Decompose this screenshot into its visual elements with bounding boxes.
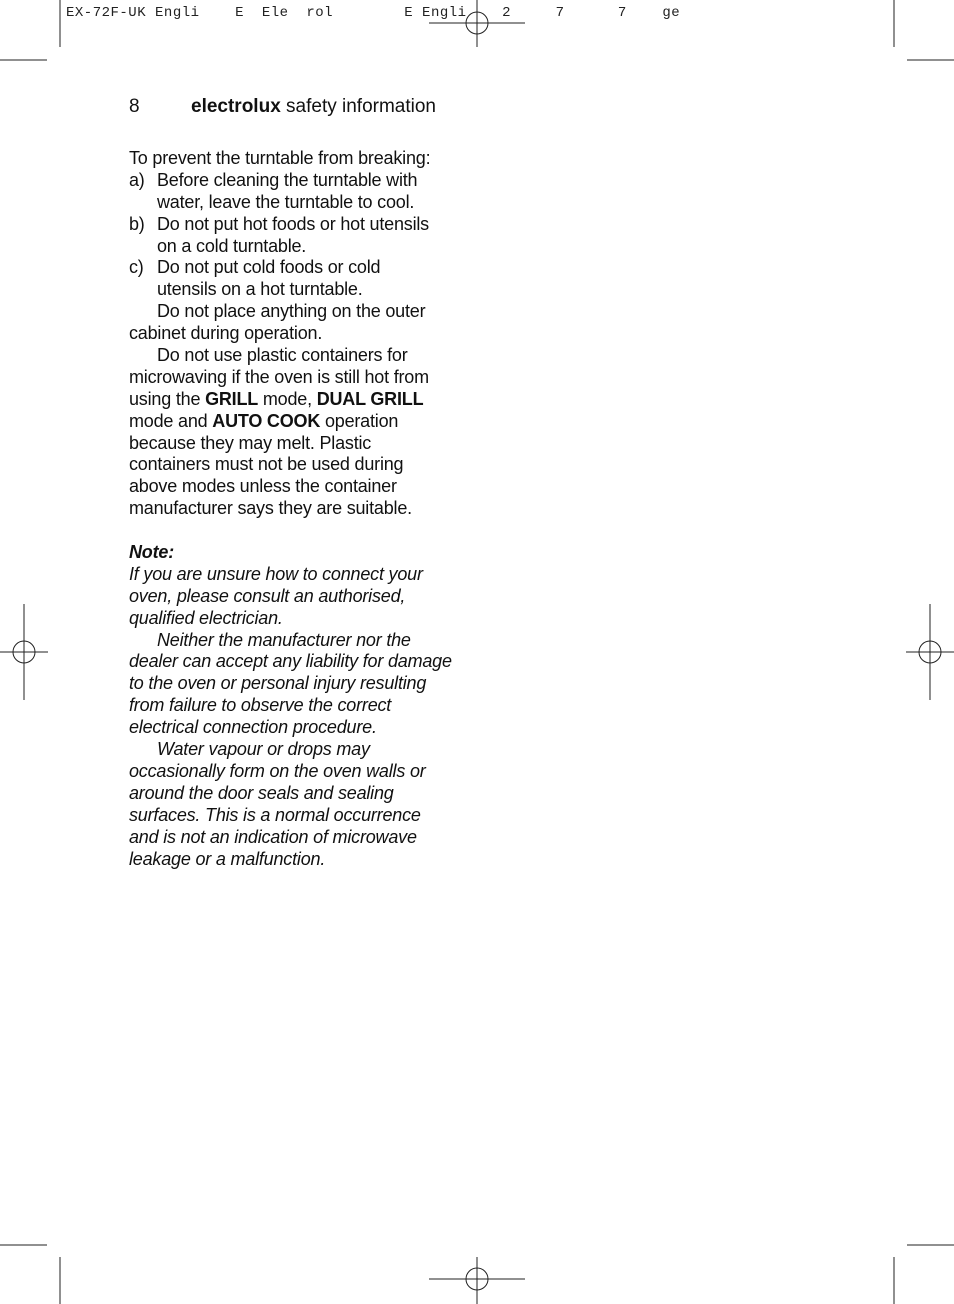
- plastic-line-7: above modes unless the container: [129, 476, 397, 497]
- list-label: a): [129, 169, 145, 190]
- grill-mode-label: GRILL: [205, 388, 259, 409]
- note-para2-line-5: electrical connection procedure.: [129, 717, 377, 738]
- print-slug: EX-72F-UK Engli E Ele rol E Engli 2 7 7 ge: [66, 5, 681, 21]
- brand-name: electrolux: [191, 96, 281, 117]
- note-para3-line-5: and is not an indication of microwave: [129, 826, 417, 847]
- text-run: operation: [320, 410, 399, 431]
- note-para2-line-3: to the oven or personal injury resulting: [129, 673, 427, 694]
- note-heading: Note:: [129, 542, 174, 563]
- list-label: c): [129, 257, 144, 278]
- section-title: safety information: [280, 96, 437, 117]
- list-item-c-cont: utensils on a hot turntable.: [157, 279, 363, 300]
- note-para2-line-2: dealer can accept any liability for damage: [129, 651, 452, 672]
- plastic-line-3: [129, 389, 474, 411]
- note-para3-line-2: occasionally form on the oven walls or: [129, 760, 426, 781]
- list-item-b: [129, 214, 474, 236]
- note-para2-line-1: Neither the manufacturer nor the: [157, 629, 411, 650]
- registration-mark-bottom: [429, 1257, 525, 1304]
- registration-mark-left: [0, 604, 48, 700]
- list-item-a-cont: water, leave the turntable to cool.: [157, 191, 415, 212]
- list-text: Do not put cold foods or cold: [157, 257, 381, 278]
- plastic-line-4: [129, 411, 474, 433]
- note-para3-line-1: Water vapour or drops may: [157, 739, 370, 760]
- text-run: mode,: [258, 388, 317, 409]
- list-label: b): [129, 213, 145, 234]
- auto-cook-label: AUTO COOK: [212, 410, 321, 431]
- list-text: Do not put hot foods or hot utensils: [157, 213, 429, 234]
- dual-grill-mode-label: DUAL GRILL: [316, 388, 424, 409]
- note-para2-line-4: from failure to observe the correct: [129, 695, 392, 716]
- list-item-a: [129, 170, 474, 192]
- page-header: [129, 95, 436, 119]
- registration-mark-right: [906, 604, 954, 700]
- body-text: [129, 148, 474, 870]
- note-para1-line-3: qualified electrician.: [129, 607, 283, 628]
- text-run: using the: [129, 388, 206, 409]
- plastic-line-5: because they may melt. Plastic: [129, 432, 372, 453]
- plastic-line-2: microwaving if the oven is still hot from: [129, 366, 429, 387]
- note-para1-line-2: oven, please consult an authorised,: [129, 585, 406, 606]
- outer-cabinet-line-2: cabinet during operation.: [129, 323, 323, 344]
- plastic-line-1: Do not use plastic containers for: [157, 345, 408, 366]
- paragraph-gap: [129, 520, 474, 542]
- turntable-intro: To prevent the turntable from breaking:: [129, 148, 431, 168]
- plastic-line-6: containers must not be used during: [129, 454, 404, 475]
- list-text: Before cleaning the turntable with: [157, 169, 418, 190]
- registration-mark-top: [429, 0, 525, 47]
- note-para1-line-1: If you are unsure how to connect your: [129, 563, 423, 584]
- plastic-line-8: manufacturer says they are suitable.: [129, 498, 412, 519]
- outer-cabinet-line-1: Do not place anything on the outer: [157, 301, 426, 322]
- note-para3-line-6: leakage or a malfunction.: [129, 848, 326, 869]
- list-item-b-cont: on a cold turntable.: [157, 235, 307, 256]
- list-item-c: [129, 257, 474, 279]
- note-para3-line-4: surfaces. This is a normal occurrence: [129, 804, 421, 825]
- note-para3-line-3: around the door seals and sealing: [129, 782, 394, 803]
- page-number: 8: [129, 96, 140, 117]
- text-run: mode and: [129, 410, 213, 431]
